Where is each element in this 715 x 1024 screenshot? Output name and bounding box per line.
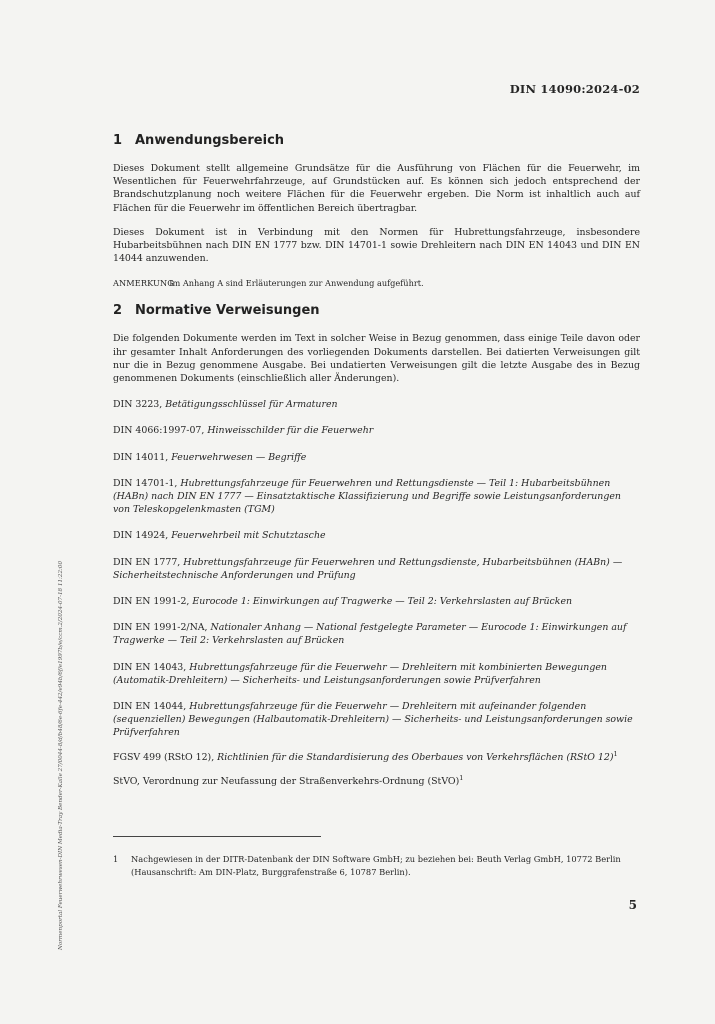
section-2-title: Normative Verweisungen xyxy=(135,303,320,319)
note-label: ANMERKUNG xyxy=(113,278,174,289)
reference-list xyxy=(113,398,640,788)
scope-paragraph-2: Dieses Dokument ist in Verbindung mit den Normen für Hubrettungsfahrzeuge, insbesondere Hubarbeitsbühnen nach DIN EN 1777 bzw. DIN 14701-1 sowie Drehleitern nach DIN EN 14043 und DIN EN 14044 anzuwenden. xyxy=(113,226,640,265)
footnote-number: 1 xyxy=(113,854,119,864)
section-1-title: Anwendungsbereich xyxy=(135,133,285,148)
page-number: 5 xyxy=(628,898,637,912)
footnote-separator xyxy=(113,836,321,837)
reference-item: DIN 14701-1, Hubrettungsfahrzeuge für Feuerwehren und Rettungsdienste — Teil 1: Hubarbeitsbühnen (HABn) nach DIN EN 1777 — Einsatztaktische Klassifizierung und Begriffe sowie Leistungsanforderungen von Teleskopgelenkmasten (TGM) xyxy=(113,477,621,516)
reference-item: DIN EN 14043, Hubrettungsfahrzeuge für die Feuerwehr — Drehleitern mit kombinierten Bewegungen (Automatik-Drehleitern) — Sicherheits- und Leistungsanforderungen sowie Prüfverfahren xyxy=(113,661,607,686)
section-2-heading xyxy=(113,303,640,318)
section-1-number: 1 xyxy=(113,133,123,148)
reference-item: StVO, Verordnung zur Neufassung der Straßenverkehrs-Ordnung (StVO)$^1$ xyxy=(113,773,464,787)
reference-item: DIN EN 14044, Hubrettungsfahrzeuge für die Feuerwehr — Drehleitern mit aufeinander folgenden (sequenziellen) Bewegungen (Halbautomatik-Drehleitern) — Sicherheits- und Leistungsanforderungen sowie Prüfverfahren xyxy=(113,701,633,739)
reference-item: DIN EN 1991-2, Eurocode 1: Einwirkungen auf Tragwerke — Teil 2: Verkehrslasten auf Brücken xyxy=(113,596,573,608)
reference-item: DIN EN 1777, Hubrettungsfahrzeuge für Feuerwehren und Rettungsdienste, Hubarbeitsbühnen (HABn) — Sicherheitstechnische Anforderungen und Prüfung xyxy=(113,556,623,581)
footnote xyxy=(113,853,640,878)
scope-paragraph-1: Dieses Dokument stellt allgemeine Grundsätze für die Ausführung von Flächen für die Feuerwehr, im Wesentlichen für Feuerwehrfahrzeuge, auf Grundstücken auf. Es können sich jedoch entsprechend der Brandschutzplanung noch weitere Flächen für die Feuerwehr ergeben. Die Norm ist inhaltlich auch auf Flächen für die Feuerwehr im öffentlichen Bereich übertragbar. xyxy=(113,163,640,214)
reference-item: FGSV 499 (RStO 12), Richtlinien für die Standardisierung des Oberbaues von Verkehrsflächen (RStO 12)$^1$ xyxy=(113,749,618,763)
footnote-text: Nachgewiesen in der DITR-Datenbank der DIN Software GmbH; zu beziehen bei: Beuth Verlag GmbH, 10772 Berlin (Hausanschrift: Am DIN-Platz, Burggrafenstraße 6, 10787 Berlin). xyxy=(131,854,621,877)
footnote-marker: 1 xyxy=(613,749,618,758)
references-intro: Die folgenden Dokumente werden im Text in solcher Weise in Bezug genommen, dass einige Teile davon oder ihr gesamter Inhalt Anforderungen des vorliegenden Dokuments darstellen. Bei datierten Verweisungen gilt nur die in Bezug genommene Ausgabe. Bei undatierten Verweisungen gilt die letzte Ausgabe des in Bezug genommenen Dokuments (einschließlich aller Änderungen). xyxy=(113,333,640,385)
scope-note xyxy=(113,277,640,289)
reference-item: DIN 4066:1997-07, Hinweisschilder für die Feuerwehr xyxy=(113,425,374,437)
section-1-heading xyxy=(113,133,640,148)
reference-item: DIN EN 1991-2/NA, Nationaler Anhang — National festgelegte Parameter — Eurocode 1: Einwirkungen auf Tragwerke — Teil 2: Verkehrslasten auf Brücken xyxy=(113,622,627,647)
reference-item: DIN 3223, Betätigungsschlüssel für Armaturen xyxy=(113,399,338,411)
side-watermark: Normenportal Feuerwehrwesen-DIN Media-Tray Bender-Kalle 27/0044-8/d/b48/6e-6fe-442/e94b/6f/e1997b/e/ccm.2/2024-07-18 11:22:00 xyxy=(58,560,64,950)
reference-item: DIN 14011, Feuerwehrwesen — Begriffe xyxy=(113,451,307,463)
page-content xyxy=(113,133,640,788)
footnote-marker: 1 xyxy=(459,773,464,782)
reference-item: DIN 14924, Feuerwehrbeil mit Schutztasche xyxy=(113,530,326,542)
note-text: Im Anhang A sind Erläuterungen zur Anwendung aufgeführt. xyxy=(169,278,424,289)
section-2-number: 2 xyxy=(113,303,123,319)
document-number: DIN 14090:2024-02 xyxy=(509,82,640,96)
